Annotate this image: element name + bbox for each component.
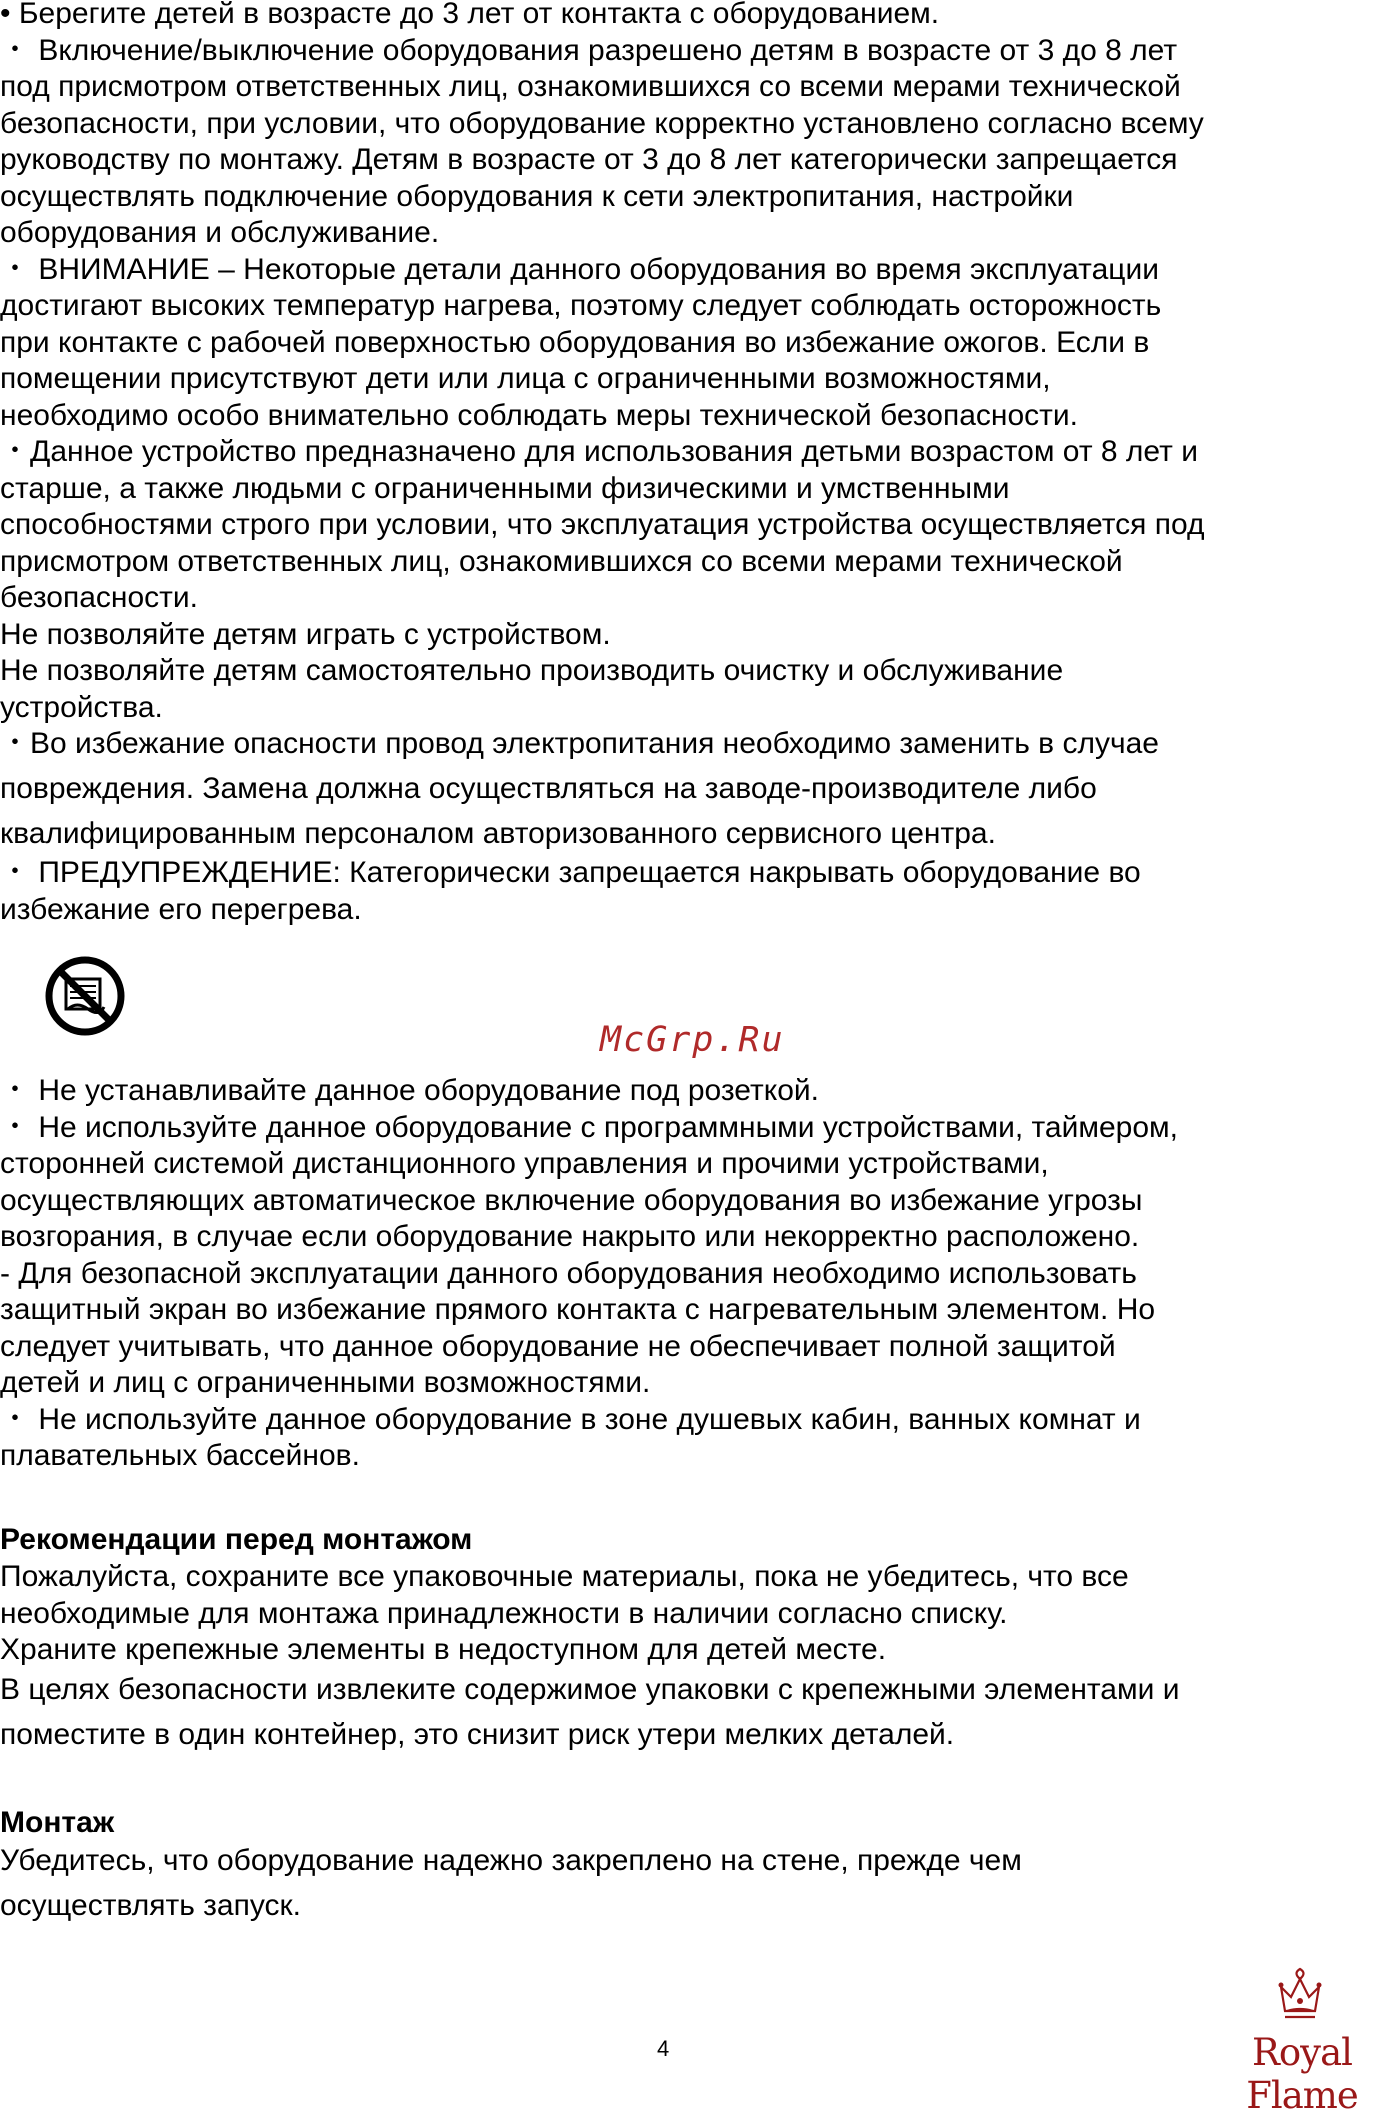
brand-logo <box>1215 1965 1389 2117</box>
text-line: осуществляющих автоматическое включение оборудования во избежание угрозы <box>0 1183 1143 1217</box>
page-number: 4 <box>657 2036 670 2061</box>
text-line: необходимые для монтажа принадлежности в наличии согласно списку. <box>0 1596 1008 1630</box>
text-line: ・ ПРЕДУПРЕЖДЕНИЕ: Категорически запрещается накрывать оборудование во <box>0 856 1141 889</box>
text-line: ・ ВНИМАНИЕ – Некоторые детали данного оборудования во время эксплуатации <box>0 252 1159 286</box>
text-line: оборудования и обслуживание. <box>0 216 440 249</box>
text-line: под присмотром ответственных лиц, ознакомившихся со всеми мерами технической <box>0 70 1181 103</box>
crown-icon <box>1275 1967 1325 2025</box>
installation-heading: Монтаж <box>0 1806 115 1839</box>
text-line: Не позволяйте детям самостоятельно производить очистку и обслуживание <box>0 654 1064 687</box>
safety-block-b <box>0 721 1380 856</box>
text-line: избежание его перегрева. <box>0 892 362 926</box>
text-line: при контакте с рабочей поверхностью оборудования во избежание ожогов. Если в <box>0 325 1150 359</box>
no-cover-prohibition-icon <box>44 955 126 1037</box>
text-line: безопасности. <box>0 581 198 614</box>
text-line: присмотром ответственных лиц, ознакомившихся со всеми мерами технической <box>0 544 1123 578</box>
text-line: плавательных бассейнов. <box>0 1439 360 1472</box>
safety-block-d <box>0 1073 1380 1475</box>
text-line: руководству по монтажу. Детям в возрасте от 3 до 8 лет категорически запрещается <box>0 143 1178 176</box>
text-line: Не позволяйте детям играть с устройством. <box>0 617 611 651</box>
text-line: Храните крепежные элементы в недоступном для детей месте. <box>0 1633 887 1666</box>
text-line: Пожалуйста, сохраните все упаковочные материалы, пока не убедитесь, что все <box>0 1560 1129 1593</box>
text-line: осуществлять подключение оборудования к сети электропитания, настройки <box>0 179 1074 213</box>
text-line: детей и лиц с ограниченными возможностями. <box>0 1366 651 1399</box>
recommendations-heading: Рекомендации перед монтажом <box>0 1523 473 1556</box>
text-line: В целях безопасности извлеките содержимое упаковки с крепежными элементами и <box>0 1673 1180 1706</box>
text-line: сторонней системой дистанционного управления и прочими устройствами, <box>0 1147 1049 1180</box>
text-line: достигают высоких температур нагрева, поэтому следует соблюдать осторожность <box>0 289 1162 322</box>
text-line: способностями строго при условии, что эксплуатация устройства осуществляется под <box>0 508 1205 541</box>
text-line: - Для безопасной эксплуатации данного оборудования необходимо использовать <box>0 1256 1137 1290</box>
text-line: защитный экран во избежание прямого контакта с нагревательным элементом. Но <box>0 1293 1156 1326</box>
text-line: ・Во избежание опасности провод электропитания необходимо заменить в случае <box>0 727 1159 760</box>
text-line: ・ Не устанавливайте данное оборудование под розеткой. <box>0 1074 819 1107</box>
text-line: осуществлять запуск. <box>0 1889 301 1922</box>
text-line: ・Данное устройство предназначено для использования детьми возрастом от 8 лет и <box>0 435 1198 468</box>
text-line: безопасности, при условии, что оборудование корректно установлено согласно всему <box>0 106 1204 140</box>
text-line: ・ Не используйте данное оборудование с программными устройствами, таймером, <box>0 1110 1178 1144</box>
text-line: ・ Не используйте данное оборудование в зоне душевых кабин, ванных комнат и <box>0 1402 1141 1436</box>
text-line: возгорания, в случае если оборудование накрыто или некорректно расположено. <box>0 1220 1140 1253</box>
text-line: • Берегите детей в возрасте до 3 лет от контакта с оборудованием. <box>0 0 940 30</box>
logo-text: Royal Flame <box>1246 2031 1358 2117</box>
watermark: McGrp.Ru <box>600 1020 785 1060</box>
recommendations-block-a <box>0 1559 1380 1669</box>
text-line: необходимо особо внимательно соблюдать меры технической безопасности. <box>0 398 1078 432</box>
safety-block-a <box>0 0 1380 726</box>
installation-block <box>0 1838 1380 1928</box>
text-line: Убедитесь, что оборудование надежно закреплено на стене, прежде чем <box>0 1844 1022 1877</box>
text-line: квалифицированным персоналом авторизованного сервисного центра. <box>0 817 996 850</box>
text-line: поместите в один контейнер, это снизит риск утери мелких деталей. <box>0 1718 955 1751</box>
text-line: повреждения. Замена должна осуществляться на заводе-производителе либо <box>0 772 1097 805</box>
text-line: ・ Включение/выключение оборудования разрешено детям в возрасте от 3 до 8 лет <box>0 33 1178 67</box>
text-line: устройства. <box>0 690 163 724</box>
text-line: помещении присутствуют дети или лица с ограниченными возможностями, <box>0 362 1051 395</box>
text-line: старше, а также людьми с ограниченными физическими и умственными <box>0 471 1010 505</box>
text-line: следует учитывать, что данное оборудование не обеспечивает полной защитой <box>0 1329 1116 1363</box>
safety-block-c <box>0 855 1380 928</box>
recommendations-block-b <box>0 1667 1380 1757</box>
